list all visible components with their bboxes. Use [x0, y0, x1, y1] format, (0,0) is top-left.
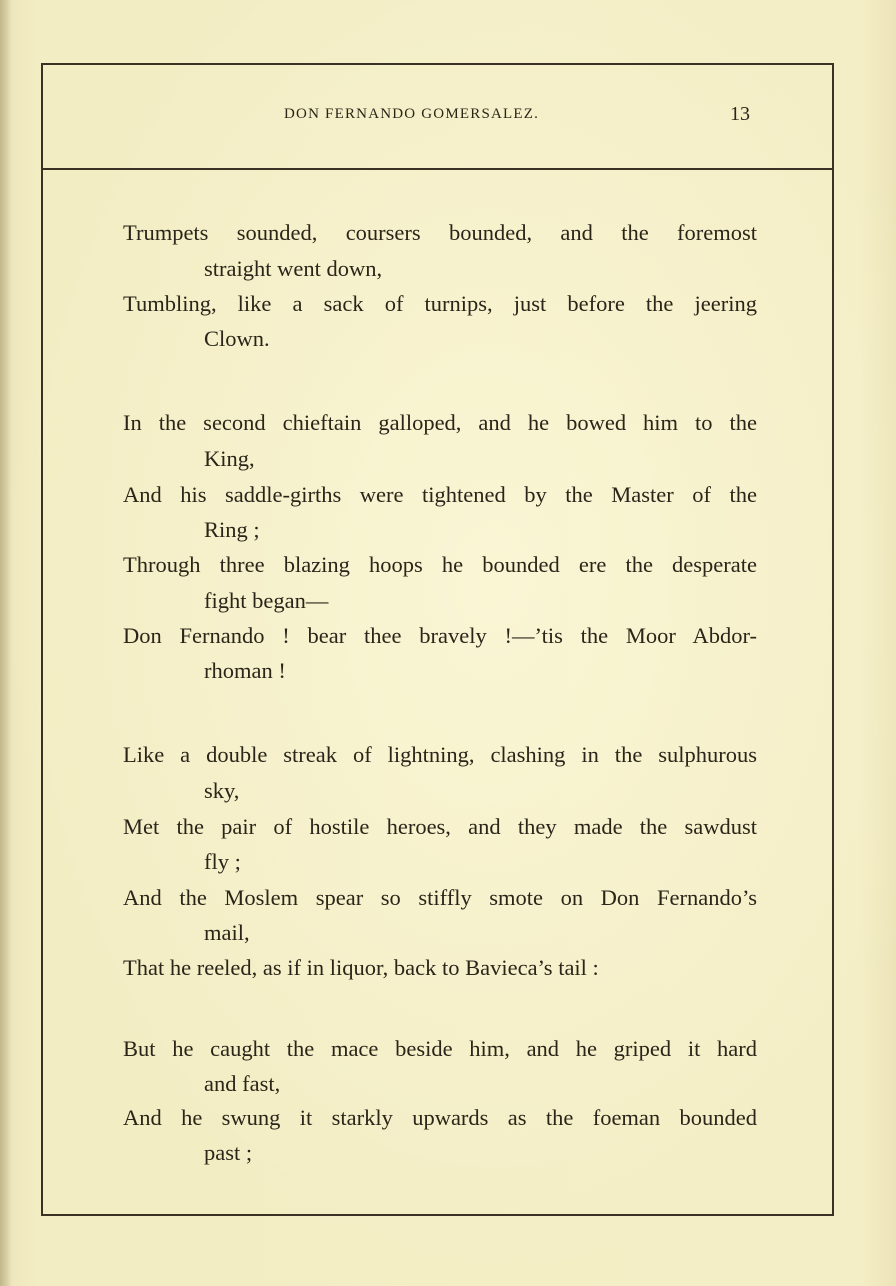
- verse-line: And the Moslem spear so stiffly smote on Don Fernando’s: [123, 885, 757, 910]
- verse-line-continuation: Clown.: [204, 326, 270, 351]
- verse-line-continuation: fly ;: [204, 849, 241, 874]
- verse-line: In the second chieftain galloped, and he bowed him to the: [123, 410, 757, 435]
- verse-line-continuation: Ring ;: [204, 517, 260, 542]
- running-title: DON FERNANDO GOMERSALEZ.: [284, 106, 540, 122]
- verse-line-continuation: King,: [204, 446, 255, 471]
- verse-line-continuation: and fast,: [204, 1071, 281, 1096]
- verse-line-continuation: rhoman !: [204, 658, 286, 683]
- verse-line-continuation: fight began—: [204, 588, 329, 613]
- verse-line: But he caught the mace beside him, and he griped it hard: [123, 1036, 757, 1061]
- verse-line: Like a double streak of lightning, clashing in the sulphurous: [123, 742, 757, 767]
- verse-line-continuation: straight went down,: [204, 256, 383, 281]
- header-rule: [41, 168, 834, 170]
- verse-line: And he swung it starkly upwards as the foeman bounded: [123, 1105, 757, 1130]
- verse-line-continuation: sky,: [204, 778, 240, 803]
- verse-line: Through three blazing hoops he bounded ere the desperate: [123, 552, 757, 577]
- verse-line: And his saddle-girths were tightened by the Master of the: [123, 482, 757, 507]
- spine-shadow: [0, 0, 12, 1286]
- verse-line: That he reeled, as if in liquor, back to Bavieca’s tail :: [123, 955, 599, 980]
- verse-line-continuation: past ;: [204, 1140, 253, 1165]
- verse-line: Trumpets sounded, coursers bounded, and the foremost: [123, 220, 757, 245]
- verse-line: Tumbling, like a sack of turnips, just before the jeering: [123, 291, 757, 316]
- page-number: 13: [730, 103, 750, 125]
- verse-line-continuation: mail,: [204, 920, 250, 945]
- verse-line: Don Fernando ! bear thee bravely !—’tis the Moor Abdor-: [123, 623, 757, 648]
- verse-line: Met the pair of hostile heroes, and they made the sawdust: [123, 814, 757, 839]
